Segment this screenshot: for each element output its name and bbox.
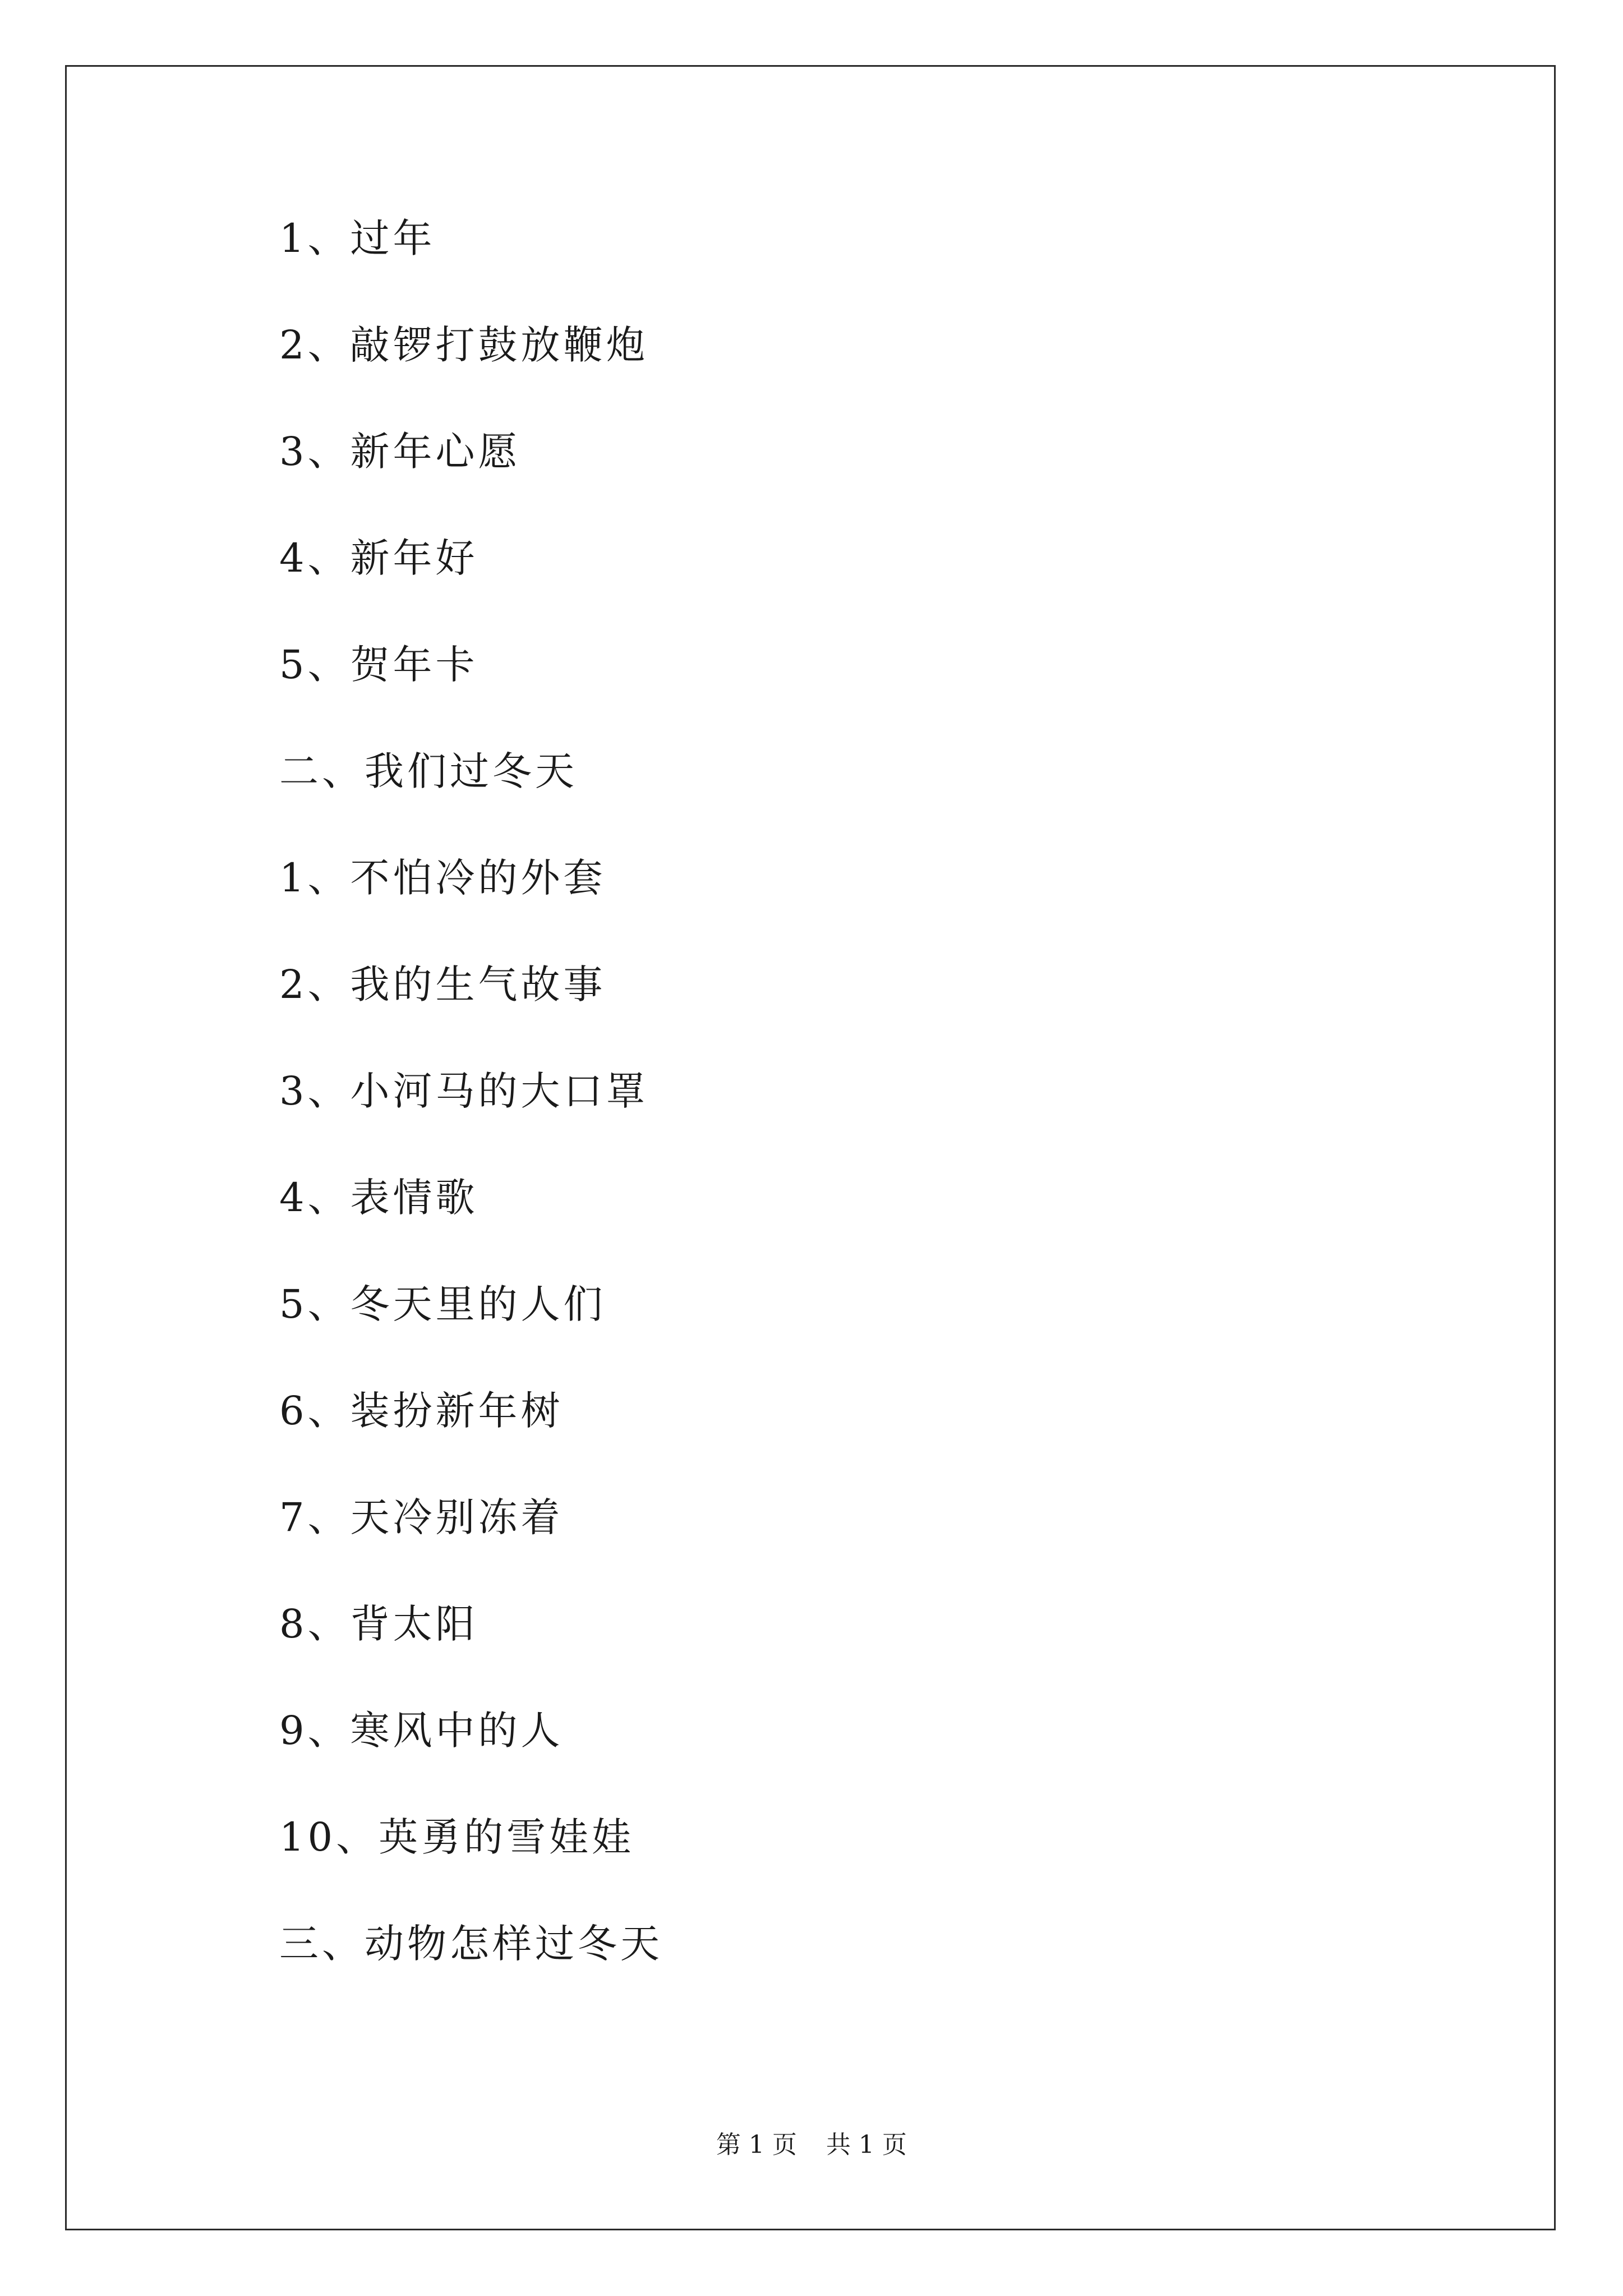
page-number: 第 1 页 (716, 2131, 797, 2159)
section-heading: 二、我们过冬天 (279, 748, 578, 794)
page-footer (0, 2133, 1623, 2157)
list-item: 1、不怕冷的外套 (279, 855, 606, 901)
list-item: 7、天冷别冻着 (279, 1494, 564, 1540)
page-frame (65, 65, 1556, 2230)
page-total: 共 1 页 (826, 2131, 907, 2159)
list-item: 1、过年 (279, 215, 436, 261)
list-item: 6、装扮新年树 (279, 1388, 564, 1434)
list-item: 3、新年心愿 (279, 429, 521, 475)
list-item: 2、敲锣打鼓放鞭炮 (279, 322, 649, 368)
list-item: 9、寒风中的人 (279, 1708, 564, 1754)
section-heading: 三、动物怎样过冬天 (279, 1921, 663, 1967)
list-item: 4、表情歌 (279, 1175, 478, 1221)
list-item: 5、贺年卡 (279, 642, 478, 688)
list-item: 4、新年好 (279, 535, 478, 581)
list-item: 2、我的生气故事 (279, 961, 606, 1007)
list-item: 3、小河马的大口罩 (279, 1068, 649, 1114)
list-item: 10、英勇的雪娃娃 (279, 1814, 635, 1860)
list-item: 8、背太阳 (279, 1601, 478, 1647)
list-item: 5、冬天里的人们 (279, 1281, 606, 1327)
